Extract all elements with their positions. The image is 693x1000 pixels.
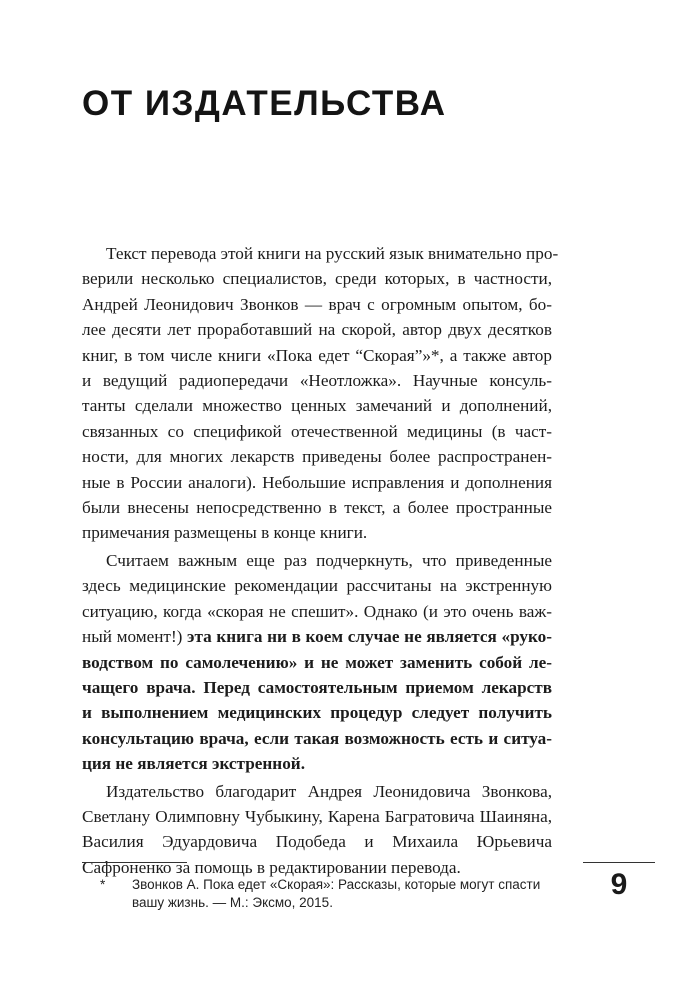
- footnote-divider: [82, 862, 187, 863]
- text-line: ситуацию, когда «скорая не спешит». Однако (и это очень важ-: [82, 601, 552, 621]
- text-bold: эта книга ни в коем случае не является «руко-: [187, 627, 553, 647]
- text-line: связанных со спецификой отечественной медицины (в част-: [82, 421, 552, 441]
- paragraph-3: [82, 779, 552, 881]
- page-number-divider: [583, 862, 655, 863]
- text-line-bold: и выполнением медицинских процедур следует получить: [82, 703, 552, 723]
- text-line: Текст перевода этой книги на русский язык внимательно про-: [106, 244, 559, 263]
- text-line: были внесены непосредственно в текст, а более пространные: [82, 498, 552, 518]
- text-line-bold: консультацию врача, если такая возможность есть и ситуа-: [82, 728, 552, 748]
- footnote-line: вашу жизнь. — М.: Эксмо, 2015.: [132, 895, 333, 910]
- paragraph-1: [82, 241, 559, 546]
- text-line-bold: водством по самолечению» и не может заменить собой ле-: [82, 652, 552, 672]
- text-line: Считаем важным еще раз подчеркнуть, что приведенные: [106, 550, 552, 570]
- main-text: [82, 241, 559, 880]
- text-line: Светлану Олимповну Чубыкину, Карена Багратовича Шаиняна,: [82, 806, 552, 826]
- text-line-bold: чащего врача. Перед самостоятельным приемом лекарств: [82, 677, 552, 697]
- footnote-text: [132, 876, 562, 912]
- footnote-mark: *: [100, 877, 106, 892]
- paragraph-2: [82, 548, 552, 777]
- text-line: Василия Эдуардовича Подобеда и Михаила Юрьевича: [82, 832, 552, 852]
- text-line: ности, для многих лекарств приведены более распространен-: [82, 447, 552, 467]
- text-line: книг, в том числе книги «Пока едет “Скорая”»*, а также автор: [82, 345, 552, 365]
- text-line: Издательство благодарит Андрея Леонидовича Звонкова,: [106, 781, 552, 801]
- text-line: Андрей Леонидович Звонков — врач с огромным опытом, бо-: [82, 294, 552, 314]
- text-line: танты сделали множество ценных замечаний и дополнений,: [82, 396, 552, 416]
- text-normal: ный момент!): [82, 627, 188, 647]
- text-line: Сафроненко за помощь в редактировании перевода.: [82, 857, 461, 877]
- text-line: и ведущий радиопередачи «Неотложка». Научные консуль-: [82, 371, 552, 391]
- text-line: ные в России аналоги). Небольшие исправления и дополнения: [82, 472, 552, 492]
- text-line: лее десяти лет проработавший на скорой, автор двух десятков: [82, 320, 552, 340]
- footnote-line: Звонков А. Пока едет «Скорая»: Рассказы, которые могут спасти: [132, 877, 541, 892]
- text-line: здесь медицинские рекомендации рассчитаны на экстренную: [82, 576, 552, 596]
- text-line: примечания размещены в конце книги.: [82, 523, 368, 543]
- text-line-bold: ция не является экстренной.: [82, 754, 306, 774]
- text-line: верили несколько специалистов, среди которых, в частности,: [82, 269, 552, 289]
- page-title: ОТ ИЗДАТЕЛЬСТВА: [82, 84, 447, 123]
- text-line-mixed: [82, 624, 552, 649]
- page-number: 9: [610, 868, 628, 901]
